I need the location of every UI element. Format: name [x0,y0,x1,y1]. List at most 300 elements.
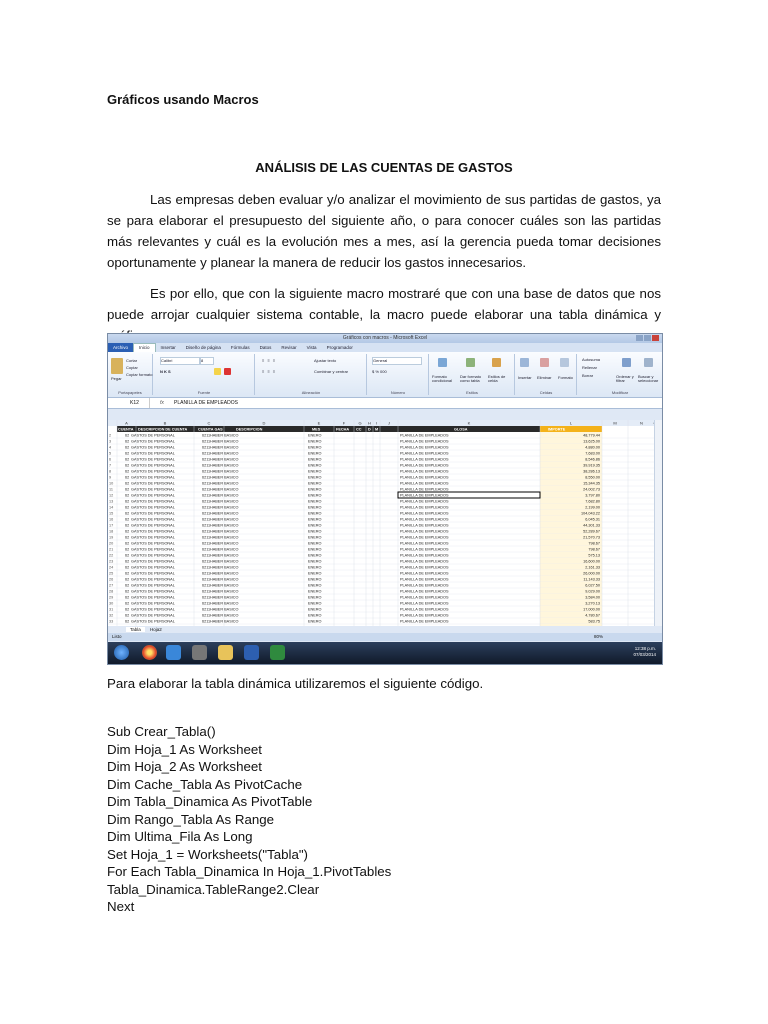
column-letter: B [163,420,167,426]
amount-cell: 26,000.00 [583,571,600,576]
code-desc-cell: HABER BASICO [210,457,239,462]
status-bar [108,633,662,641]
month-cell: ENERO [308,571,322,576]
excel-screenshot [107,333,663,665]
code-desc-cell: HABER BASICO [210,529,239,534]
row-number: 30 [109,601,114,606]
code-desc-cell: HABER BASICO [210,499,239,504]
wrap-text-label: Ajustar texto [314,358,337,363]
excel-ribbon-tabs [108,343,662,352]
glosa-cell: PLANILLA DE EMPLEADOS [400,547,449,552]
number-format-box: General [372,357,422,365]
account-desc-cell: GASTOS DE PERSONAL [131,463,175,468]
row-number: 10 [109,481,114,486]
row-number: 3 [109,439,112,444]
row-number: 20 [109,541,114,546]
glosa-cell: PLANILLA DE EMPLEADOS [400,577,449,582]
code-desc-cell: HABER BASICO [210,595,239,600]
code-cell: 6211 [202,505,211,510]
spreadsheet-grid [108,420,655,626]
account-desc-cell: GASTOS DE PERSONAL [131,487,175,492]
column-letter: M [613,420,617,426]
code-desc-cell: HABER BASICO [210,601,239,606]
column-letter: E [317,420,321,426]
header-cell: CC [356,427,362,432]
amount-cell: 15,344.35 [583,481,600,486]
month-cell: ENERO [308,433,322,438]
row-number: 11 [109,487,113,492]
code-desc-cell: HABER BASICO [210,565,239,570]
code-cell: 6211 [202,571,211,576]
month-cell: ENERO [308,607,322,612]
document-heading: Gráficos usando Macros [107,92,259,107]
header-cell: M [375,427,379,432]
cell-styles-label: Estilos de celda [488,374,506,383]
account-cell: 62 [125,535,130,540]
amount-cell: 104,043.22 [580,511,600,516]
account-cell: 62 [125,451,130,456]
zoom-level: 80% [594,634,604,639]
code-line: Dim Hoja_1 As Worksheet [107,741,262,757]
group-label: Número [390,390,406,395]
code-cell: 6211 [202,541,211,546]
code-desc-cell: HABER BASICO [210,469,239,474]
month-cell: ENERO [308,439,322,444]
code-cell: 6211 [202,535,211,540]
group-label: Estilos [466,390,478,395]
align-icons-2: ≡ ≡ ≡ [262,369,277,374]
account-cell: 62 [125,439,130,444]
month-cell: ENERO [308,565,322,570]
month-cell: ENERO [308,601,322,606]
glosa-cell: PLANILLA DE EMPLEADOS [400,583,449,588]
row-number: 7 [109,463,112,468]
amount-cell: 3,584.00 [585,595,600,600]
glosa-cell: PLANILLA DE EMPLEADOS [400,541,449,546]
column-letter: L [569,420,573,426]
account-cell: 62 [125,607,130,612]
glosa-cell: PLANILLA DE EMPLEADOS [400,565,449,570]
vba-code-block [107,723,391,916]
row-number: 15 [109,511,114,516]
cond-format-label: Formato condicional [432,374,453,383]
month-cell: ENERO [308,535,322,540]
row-number: 5 [109,451,112,456]
glosa-cell: PLANILLA DE EMPLEADOS [400,439,449,444]
month-cell: ENERO [308,583,322,588]
code-line: Set Hoja_1 = Worksheets("Tabla") [107,846,308,862]
group-label: Alineación [301,390,321,395]
code-desc-cell: HABER BASICO [210,619,239,624]
code-line: Tabla_Dinamica.TableRange2.Clear [107,881,320,897]
month-cell: ENERO [308,559,322,564]
status-text: Listo [112,634,122,639]
header-cell: GLOSA [454,427,468,432]
account-desc-cell: GASTOS DE PERSONAL [131,481,175,486]
row-number: 24 [109,565,114,570]
header-cell: CUENTA GAS [198,427,223,432]
amount-cell: 11,143.33 [583,577,600,582]
month-cell: ENERO [308,451,322,456]
month-cell: ENERO [308,613,322,618]
code-desc-cell: HABER BASICO [210,451,239,456]
row-number: 32 [109,613,114,618]
glosa-cell: PLANILLA DE EMPLEADOS [400,517,449,522]
row-number: 2 [109,433,112,438]
format-table-icon [466,358,475,367]
font-size-box: 8 [200,357,214,365]
glosa-cell: PLANILLA DE EMPLEADOS [400,433,449,438]
account-cell: 62 [125,571,130,576]
code-cell: 6211 [202,475,211,480]
column-letter: C [207,420,211,426]
amount-cell: 3,797.80 [585,493,600,498]
glosa-cell: PLANILLA DE EMPLEADOS [400,451,449,456]
ribbon-tab: Vista [306,345,317,350]
amount-cell: 17,000.00 [583,607,600,612]
code-cell: 6211 [202,487,211,492]
account-desc-cell: GASTOS DE PERSONAL [131,469,175,474]
month-cell: ENERO [308,499,322,504]
code-desc-cell: HABER BASICO [210,571,239,576]
sort-label: Ordenar y filtrar [616,374,634,383]
account-cell: 62 [125,457,130,462]
account-desc-cell: GASTOS DE PERSONAL [131,439,175,444]
delete-cells-icon [540,358,549,367]
cell-styles-icon [492,358,501,367]
code-desc-cell: HABER BASICO [210,541,239,546]
column-letter: N [640,420,643,426]
row-number: 16 [109,517,114,522]
code-line: Dim Cache_Tabla As PivotCache [107,776,303,792]
account-cell: 62 [125,475,130,480]
code-cell: 6211 [202,607,211,612]
account-desc-cell: GASTOS DE PERSONAL [131,475,175,480]
code-cell: 6211 [202,577,211,582]
row-number: 14 [109,505,114,510]
month-cell: ENERO [308,541,322,546]
account-cell: 62 [125,481,130,486]
row-number: 12 [109,493,114,498]
fill-label: Rellenar [582,365,597,370]
code-line: Sub Crear_Tabla() [107,724,216,739]
window-controls [634,335,660,342]
amount-cell: 798.67 [588,541,600,546]
account-desc-cell: GASTOS DE PERSONAL [131,499,175,504]
amount-cell: 52,289.67 [583,529,600,534]
account-cell: 62 [125,463,130,468]
account-cell: 62 [125,547,130,552]
code-desc-cell: HABER BASICO [210,475,239,480]
code-cell: 6211 [202,523,211,528]
code-cell: 6211 [202,499,211,504]
account-desc-cell: GASTOS DE PERSONAL [131,517,175,522]
start-icon [114,645,129,660]
code-cell: 6211 [202,565,211,570]
sheet-tab: Tabla [126,627,145,632]
fx-icon: fx [160,400,164,406]
column-letter: G [358,420,362,426]
code-desc-cell: HABER BASICO [210,547,239,552]
ribbon-tab: Fórmulas [230,345,250,350]
cut-label: Cortar [126,358,138,363]
row-number: 22 [109,553,114,558]
amount-cell: 4,880.00 [585,445,600,450]
account-cell: 62 [125,511,130,516]
account-cell: 62 [125,559,130,564]
code-cell: 6211 [202,463,211,468]
find-label: Buscar y seleccionar [638,374,659,383]
account-cell: 62 [125,553,130,558]
media-icon [192,645,207,660]
copy-label: Copiar [126,365,138,370]
account-cell: 62 [125,445,130,450]
row-number: 17 [109,523,114,528]
code-line: Dim Hoja_2 As Worksheet [107,759,262,774]
account-desc-cell: GASTOS DE PERSONAL [131,553,175,558]
code-cell: 6211 [202,559,211,564]
account-cell: 62 [125,619,130,624]
ribbon-tab: Archivo [108,343,133,352]
account-cell: 62 [125,487,130,492]
code-cell: 6211 [202,511,211,516]
amount-cell: 39,919.35 [583,463,600,468]
glosa-cell: PLANILLA DE EMPLEADOS [400,571,449,576]
month-cell: ENERO [308,577,322,582]
format-painter-label: Copiar formato [126,372,153,377]
paste-label: Pegar [111,376,122,381]
account-desc-cell: GASTOS DE PERSONAL [131,577,175,582]
glosa-cell: PLANILLA DE EMPLEADOS [400,589,449,594]
account-desc-cell: GASTOS DE PERSONAL [131,601,175,606]
amount-cell: 7,682.80 [585,499,600,504]
row-number: 31 [109,607,114,612]
close-icon [652,335,659,341]
month-cell: ENERO [308,505,322,510]
row-number: 27 [109,583,114,588]
code-desc-cell: HABER BASICO [210,577,239,582]
glosa-cell: PLANILLA DE EMPLEADOS [400,493,449,498]
code-cell: 6211 [202,553,211,558]
month-cell: ENERO [308,511,322,516]
account-desc-cell: GASTOS DE PERSONAL [131,529,175,534]
account-cell: 62 [125,469,130,474]
row-number: 21 [109,547,114,552]
header-cell: D [368,427,371,432]
account-cell: 62 [125,583,130,588]
column-header-bar [108,420,655,426]
clock-date: 07/03/2014 [633,652,656,657]
account-desc-cell: GASTOS DE PERSONAL [131,571,175,576]
code-cell: 6211 [202,601,211,606]
sheet-tab: Hoja2 [150,627,162,632]
header-cell: DESCRIPCION [236,427,263,432]
month-cell: ENERO [308,463,322,468]
row-number: 28 [109,589,114,594]
ribbon-tab: Datos [259,345,272,350]
group-clipboard [108,354,153,395]
maximize-icon [644,335,651,341]
amount-cell: 13,625.00 [583,439,600,444]
account-desc-cell: GASTOS DE PERSONAL [131,445,175,450]
glosa-cell: PLANILLA DE EMPLEADOS [400,619,449,624]
glosa-cell: PLANILLA DE EMPLEADOS [400,601,449,606]
code-cell: 6211 [202,469,211,474]
format-label: Formato [558,375,573,380]
month-cell: ENERO [308,529,322,534]
group-editing [578,354,662,395]
month-cell: ENERO [308,487,322,492]
code-intro: Para elaborar la tabla dinámica utilizaremos el siguiente código. [107,676,484,691]
code-desc-cell: HABER BASICO [210,559,239,564]
group-styles [430,354,515,395]
paragraph-2-text: Es por ello, que con la siguiente macro mostraré que con una base de datos que nos puede arrojar cualquier sistema contable, la macro puede elaborar una tabla dinámica y [107,286,661,322]
header-cell: MES [312,427,321,432]
code-line: Dim Tabla_Dinamica As PivotTable [107,794,313,809]
amount-cell: 583.75 [588,619,600,624]
code-cell: 6211 [202,583,211,588]
row-number: 18 [109,529,114,534]
amount-cell: 2,199.00 [585,505,600,510]
month-cell: ENERO [308,493,322,498]
ribbon-tab: Inicio [133,343,156,352]
header-cell: CUENTA [118,427,134,432]
amount-cell: 575.13 [588,553,600,558]
glosa-cell: PLANILLA DE EMPLEADOS [400,445,449,450]
sheet-tabs-bar [108,626,662,633]
month-cell: ENERO [308,547,322,552]
account-desc-cell: GASTOS DE PERSONAL [131,505,175,510]
account-cell: 62 [125,493,130,498]
glosa-cell: PLANILLA DE EMPLEADOS [400,487,449,492]
row-number: 8 [109,469,112,474]
glosa-cell: PLANILLA DE EMPLEADOS [400,505,449,510]
column-letter: J [388,420,390,426]
month-cell: ENERO [308,619,322,624]
account-cell: 62 [125,613,130,618]
header-cell: IMPORTE [548,427,566,432]
account-cell: 62 [125,565,130,570]
account-cell: 62 [125,589,130,594]
account-desc-cell: GASTOS DE PERSONAL [131,547,175,552]
account-desc-cell: GASTOS DE PERSONAL [131,619,175,624]
code-cell: 6211 [202,451,211,456]
align-icons: ≡ ≡ ≡ [262,358,277,363]
glosa-cell: PLANILLA DE EMPLEADOS [400,457,449,462]
account-desc-cell: GASTOS DE PERSONAL [131,457,175,462]
taskbar-clock [633,646,656,658]
code-desc-cell: HABER BASICO [210,493,239,498]
column-letter: A [125,420,128,426]
account-desc-cell: GASTOS DE PERSONAL [131,583,175,588]
code-cell: 6211 [202,547,211,552]
account-desc-cell: GASTOS DE PERSONAL [131,559,175,564]
glosa-cell: PLANILLA DE EMPLEADOS [400,529,449,534]
bold-icon: N K S [160,369,171,374]
autosum-label: Autosuma [582,357,601,362]
account-cell: 62 [125,505,130,510]
glosa-cell: PLANILLA DE EMPLEADOS [400,523,449,528]
month-cell: ENERO [308,517,322,522]
code-cell: 6211 [202,595,211,600]
font-name-box: Calibri [160,357,200,365]
account-desc-cell: GASTOS DE PERSONAL [131,511,175,516]
paragraph-1-text: Las empresas deben evaluar y/o analizar el movimiento de sus partidas de gastos, ya se para elaborar el presupuesto del siguiente año, o para conocer cuáles son las partidas más relevantes y cuál es la evolución mes a mes, así la gerencia pueda tomar decisiones oportunamente y planear la manera de reducir los gastos innecesarios. [107,192,661,270]
paste-icon [111,358,123,374]
column-letter: K [467,420,471,426]
font-color-icon [224,368,231,375]
account-cell: 62 [125,577,130,582]
glosa-cell: PLANILLA DE EMPLEADOS [400,595,449,600]
column-letter: H [368,420,371,426]
grid-svg [108,420,655,626]
ie-icon [166,645,181,660]
section-title: ANÁLISIS DE LAS CUENTAS DE GASTOS [255,160,513,175]
minimize-icon [636,335,643,341]
account-cell: 62 [125,595,130,600]
merge-label: Combinar y centrar [314,369,349,374]
code-desc-cell: HABER BASICO [210,523,239,528]
code-desc-cell: HABER BASICO [210,505,239,510]
glosa-cell: PLANILLA DE EMPLEADOS [400,553,449,558]
amount-cell: 6,027.50 [585,583,600,588]
header-cell: DESCRIPCION DE CUENTA [138,427,188,432]
amount-cell: 7,683.00 [585,451,600,456]
code-cell: 6211 [202,481,211,486]
amount-cell: 16,600.00 [583,559,600,564]
code-line: Next [107,899,135,914]
cond-format-icon [438,358,447,367]
month-cell: ENERO [308,475,322,480]
month-cell: ENERO [308,595,322,600]
ribbon-tab: Revisar [281,345,297,350]
fill-color-icon [214,368,221,375]
code-cell: 6211 [202,493,211,498]
formula-input: PLANILLA DE EMPLEADOS [174,400,238,406]
code-cell: 6211 [202,619,211,624]
row-number: 9 [109,475,112,480]
account-desc-cell: GASTOS DE PERSONAL [131,523,175,528]
glosa-cell: PLANILLA DE EMPLEADOS [400,481,449,486]
glosa-cell: PLANILLA DE EMPLEADOS [400,535,449,540]
group-alignment [256,354,367,395]
code-desc-cell: HABER BASICO [210,583,239,588]
glosa-cell: PLANILLA DE EMPLEADOS [400,511,449,516]
amount-cell: 9,029.00 [585,589,600,594]
row-number: 23 [109,559,114,564]
account-cell: 62 [125,601,130,606]
code-line: Dim Ultima_Fila As Long [107,829,253,844]
glosa-cell: PLANILLA DE EMPLEADOS [400,559,449,564]
clear-label: Borrar [582,373,594,378]
account-desc-cell: GASTOS DE PERSONAL [131,607,175,612]
code-desc-cell: HABER BASICO [210,511,239,516]
group-label: Portapapeles [118,390,142,395]
code-desc-cell: HABER BASICO [210,481,239,486]
group-label: Fuente [197,390,211,395]
glosa-cell: PLANILLA DE EMPLEADOS [400,463,449,468]
glosa-cell: PLANILLA DE EMPLEADOS [400,607,449,612]
name-box: K12 [108,398,150,408]
amount-cell: 24,002.73 [583,487,600,492]
account-desc-cell: GASTOS DE PERSONAL [131,613,175,618]
row-number: 25 [109,571,114,576]
delete-label: Eliminar [537,375,552,380]
column-letter: I [375,420,378,426]
code-desc-cell: HABER BASICO [210,613,239,618]
amount-cell: 44,301.33 [583,523,600,528]
clock-time: 12:38 p.m. [634,646,656,651]
